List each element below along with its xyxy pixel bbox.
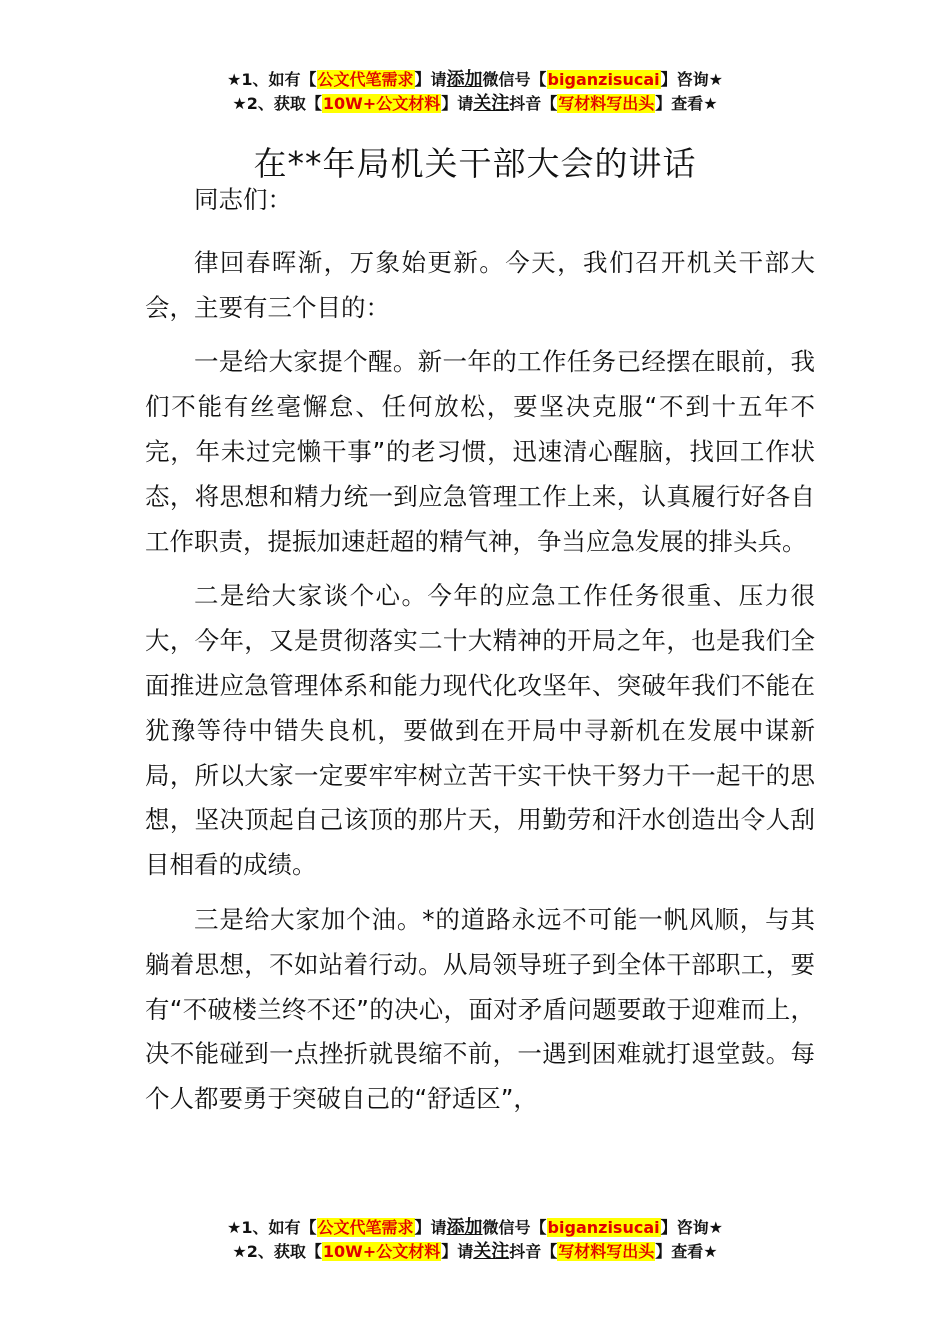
promo-text: 】请 bbox=[441, 94, 474, 113]
promo-highlight: 写材料写出头 bbox=[558, 94, 655, 113]
promo-text: ★1、如有【 bbox=[227, 70, 317, 89]
promo-text: ★1、如有【 bbox=[227, 1218, 317, 1237]
footer-promo-banner bbox=[0, 1216, 950, 1264]
promo-text: 】咨询★ bbox=[660, 1218, 723, 1237]
promo-text: 】请 bbox=[414, 70, 447, 89]
paragraph: 二是给大家谈个心。今年的应急工作任务很重、压力很大，今年，又是贯彻落实二十大精神的开局之年，也是我们全面推进应急管理体系和能力现代化攻坚年、突破年我们不能在犹豫等待中错失良机，要做到在开局中寻新机在发展中谋新局，所以大家一定要牢牢树立苦干实干快干努力干一起干的思想，坚决顶起自己该顶的那片天，用勤劳和汗水创造出令人刮目相看的成绩。 bbox=[145, 581, 815, 880]
header-promo-banner bbox=[0, 68, 950, 116]
promo-text: ★2、获取【 bbox=[232, 1242, 322, 1261]
promo-highlight: 公文代笔需求 bbox=[317, 1218, 414, 1237]
promo-text: 】查看★ bbox=[655, 1242, 718, 1261]
promo-text: 微信号【 bbox=[482, 70, 547, 89]
promo-underlined: 关注 bbox=[473, 1241, 510, 1262]
promo-highlight: 公文代笔需求 bbox=[317, 70, 414, 89]
promo-text: 】请 bbox=[441, 1242, 474, 1261]
promo-line-1 bbox=[0, 1216, 950, 1240]
paragraph: 律回春晖渐，万象始更新。今天，我们召开机关干部大会，主要有三个目的： bbox=[145, 247, 815, 322]
promo-line-2 bbox=[0, 92, 950, 116]
promo-text: ★2、获取【 bbox=[232, 94, 322, 113]
salutation: 同志们： bbox=[194, 185, 292, 214]
promo-highlight: 10W+公文材料 bbox=[322, 1242, 441, 1261]
promo-text: 】查看★ bbox=[655, 94, 718, 113]
promo-underlined: 添加 bbox=[446, 1217, 483, 1238]
promo-highlight: biganzisucai bbox=[547, 70, 660, 89]
promo-highlight: biganzisucai bbox=[547, 1218, 660, 1237]
promo-text: 抖音【 bbox=[509, 94, 558, 113]
promo-text: 抖音【 bbox=[509, 1242, 558, 1261]
promo-text: 】请 bbox=[414, 1218, 447, 1237]
promo-line-1 bbox=[0, 68, 950, 92]
promo-text: 微信号【 bbox=[482, 1218, 547, 1237]
promo-line-2 bbox=[0, 1240, 950, 1264]
document-body bbox=[145, 178, 815, 1122]
promo-underlined: 添加 bbox=[446, 69, 483, 90]
promo-underlined: 关注 bbox=[473, 93, 510, 114]
promo-text: 】咨询★ bbox=[660, 70, 723, 89]
promo-highlight: 10W+公文材料 bbox=[322, 94, 441, 113]
document-title: 在**年局机关干部大会的讲话 bbox=[253, 144, 697, 184]
paragraph: 一是给大家提个醒。新一年的工作任务已经摆在眼前，我们不能有丝毫懈怠、任何放松，要坚决克服“不到十五年不完，年未过完懒干事”的老习惯，迅速清心醒脑，找回工作状态，将思想和精力统一到应急管理工作上来，认真履行好各自工作职责，提振加速赶超的精气神，争当应急发展的排头兵。 bbox=[145, 347, 815, 556]
promo-highlight: 写材料写出头 bbox=[558, 1242, 655, 1261]
paragraph: 三是给大家加个油。*的道路永远不可能一帆风顺，与其躺着思想，不如站着行动。从局领导班子到全体干部职工，要有“不破楼兰终不还”的决心，面对矛盾问题要敢于迎难而上，决不能碰到一点挫折就畏缩不前，一遇到困难就打退堂鼓。每个人都要勇于突破自己的“舒适区”， bbox=[145, 904, 815, 1114]
